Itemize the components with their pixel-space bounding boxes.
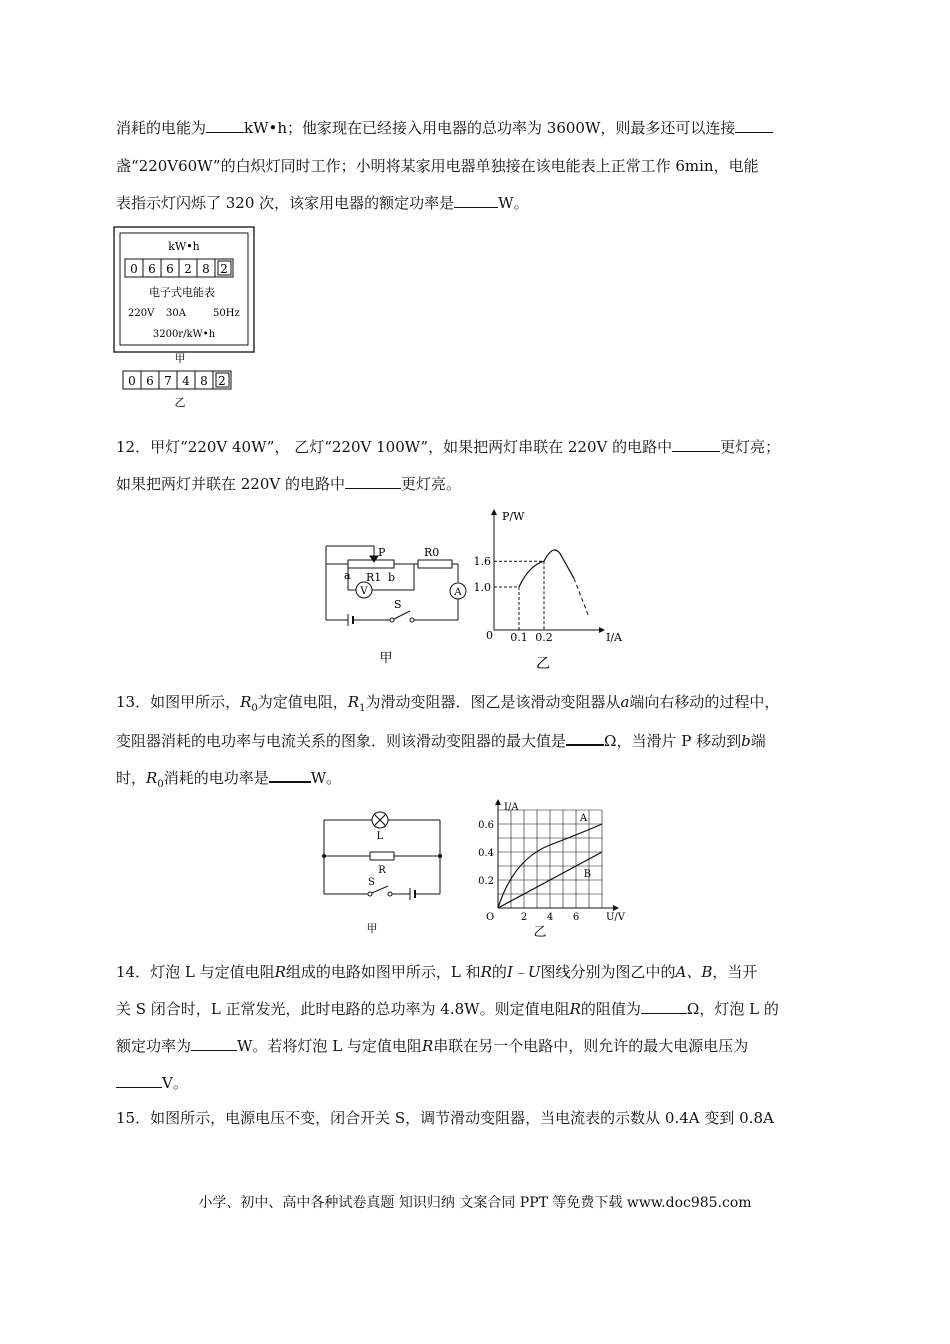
label-jia: 甲 [379,651,393,666]
meter-constant: 3200r/kW•h [152,329,216,340]
meter-digit: 8 [202,262,210,276]
switch-label: S [394,598,402,611]
rheostat-r1 [348,560,394,568]
meter-digit: 2 [184,262,192,276]
label-yi: 乙 [533,925,547,940]
circuit-diagram-q14 [318,806,448,936]
q14-line-2: 关 S 闭合时，L 正常发光，此时电路的总功率为 4.8W。则定值电阻R的阻值为 Ω，灯泡 L 的 [116,1000,779,1018]
answer-blank[interactable] [116,1073,162,1088]
curve-dashed [574,578,589,617]
q12-line-2: 如果把两灯并联在 220V 的电路中 更灯亮。 [116,475,462,493]
y-axis-label: I/A [504,802,519,813]
meter-digit: 6 [148,262,156,276]
x-axis-label: U/V [606,912,626,923]
end-a-label: a [344,569,351,582]
page-footer: 小学、初中、高中各种试卷真题 知识归纳 文案合同 PPT 等免费下载 www.doc985.com [198,1195,752,1211]
y-tick-label: 1.6 [473,555,491,569]
answer-blank[interactable] [345,474,401,489]
slider-arrow-icon [370,556,378,562]
y-tick-label: 1.0 [473,581,491,594]
pi-chart [473,506,638,672]
meter-digit: 0 [130,262,138,276]
slider-p-label: P [378,546,386,559]
meter-digit: 7 [164,374,172,388]
curve-a-label: A [579,813,588,825]
x-tick-label: 4 [546,912,554,923]
lamp-label: L [376,831,384,842]
answer-blank[interactable] [641,999,687,1014]
meter-name: 电子式电能表 [149,286,215,299]
x-tick-label: 6 [572,912,580,923]
x-tick-label: 2 [520,912,528,923]
q13-line-2: 变阻器消耗的电功率与电流关系的图象．则该滑动变阻器的最大值是 Ω，当滑片 P 移动到b端 [116,732,766,750]
origin-label: O [486,912,495,923]
meter-digit: 2 [218,374,226,388]
iu-chart [466,796,636,940]
ammeter-label: A [454,587,462,598]
chart-grid [498,810,602,908]
answer-blank[interactable] [206,118,244,133]
meter-digit: 4 [182,374,190,388]
resistor-label: R [378,865,386,876]
label-yi: 乙 [174,396,186,409]
line-b-label: B [583,869,592,881]
r1-label: R1 [366,571,382,584]
q11-line-3: 表指示灯闪烁了 320 次，该家用电器的额定功率是 W。 [116,194,529,212]
y-tick-label: 0.4 [478,848,494,859]
label-jia: 甲 [366,922,378,935]
q14-line-1: 14．灯泡 L 与定值电阻R组成的电路如图甲所示，L 和R的I﹣U图线分别为图乙中的A、B，当开 [116,963,758,981]
answer-blank[interactable] [191,1036,237,1051]
meter-digit: 8 [200,374,208,388]
origin-label: 0 [486,629,493,642]
answer-blank[interactable] [454,193,498,208]
meter-frequency: 50Hz [213,308,240,319]
answer-blank[interactable] [566,730,604,746]
y-tick-label: 0.2 [478,876,494,887]
meter-digit: 6 [166,262,174,276]
circuit-diagram-q13 [318,536,478,670]
meter-current: 30A [166,308,186,319]
answer-blank[interactable] [735,118,773,133]
q11-line-2: 盏“220V60W”的白炽灯同时工作；小明将某家用电器单独接在该电能表上正常工作 6min，电能 [116,157,759,175]
chart-series [478,813,602,923]
q14-line-4: V。 [116,1073,188,1093]
meter-voltage: 220V [128,308,155,319]
label-jia: 甲 [174,352,186,365]
q12-line-1: 12．甲灯“220V 40W”， 乙灯“220V 100W”，如果把两灯串联在 220V 的电路中 更灯亮； [116,438,781,456]
meter-digit: 2 [220,262,228,276]
switch-label: S [368,877,375,888]
q11-line-1: 消耗的电能为 kW•h；他家现在已经接入用电器的总功率为 3600W，则最多还可以连接 [116,118,773,138]
meter-digit: 6 [146,374,154,388]
end-b-label: b [388,571,396,584]
x-tick-label: 0.2 [535,631,553,644]
meter-digit: 0 [128,374,136,388]
q13-line-3: 时，$R_0$消耗的电功率是 W。 [116,769,342,790]
switch-icon [394,611,410,619]
answer-blank[interactable] [269,767,311,783]
meter-digits-jia [125,259,233,277]
meter-unit: kW•h [168,240,200,253]
x-axis-label: I/A [606,631,622,644]
y-axis-label: P/W [502,510,525,523]
q14-line-3: 额定功率为 W。若将灯泡 L 与定值电阻R串联在另一个电路中，则允许的最大电源电压为 [116,1037,749,1055]
energy-meter-figure [110,224,260,414]
r0-label: R0 [424,546,440,559]
y-tick-label: 0.6 [478,820,494,831]
q15-line-1: 15．如图所示，电源电压不变，闭合开关 S，调节滑动变阻器，当电流表的示数从 0.4A 变到 0.8A [116,1109,774,1127]
x-tick-label: 0.1 [510,631,528,644]
resistor-r0 [418,560,452,568]
answer-blank[interactable] [672,437,720,452]
curve-solid [519,550,574,587]
resistor-r [370,852,394,860]
voltmeter-label: V [360,586,368,597]
q13-line-1: 13．如图甲所示，$R_0$为定值电阻，$R_1$为滑动变阻器．图乙是该滑动变阻器从a端向右移动的过程中， [116,693,780,714]
label-yi: 乙 [536,656,550,672]
meter-digits-yi [123,371,231,389]
